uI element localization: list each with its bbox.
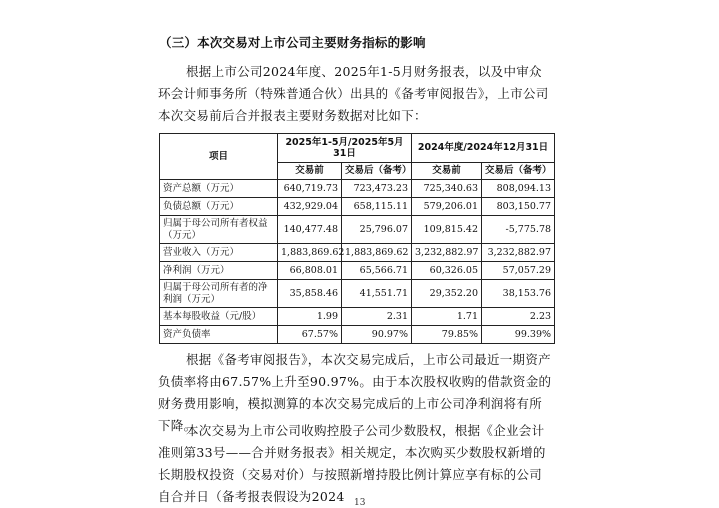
cell-value: 90.97% (342, 326, 412, 344)
cell-value: 803,150.77 (482, 198, 555, 216)
cell-value: 432,929.04 (278, 198, 342, 216)
cell-value: 640,719.73 (278, 180, 342, 198)
cell-value: 41,551.71 (342, 280, 412, 308)
header-before-2025: 交易前 (278, 163, 342, 180)
cell-value: 723,473.23 (342, 180, 412, 198)
cell-value: 2.31 (342, 308, 412, 326)
cell-value: 67.57% (278, 326, 342, 344)
cell-value: 57,057.29 (482, 262, 555, 280)
cell-value: 658,115.11 (342, 198, 412, 216)
row-label: 负债总额（万元） (160, 198, 278, 216)
row-label: 净利润（万元） (160, 262, 278, 280)
header-before-2024: 交易前 (412, 163, 482, 180)
cell-value: 3,232,882.97 (412, 244, 482, 262)
row-label: 归属于母公司所有者的净利润（万元） (160, 280, 278, 308)
cell-value: 1,883,869.62 (342, 244, 412, 262)
header-period-2025: 2025年1-5月/2025年5月31日 (278, 134, 412, 163)
header-after-2024: 交易后（备考） (482, 163, 555, 180)
section-heading: （三）本次交易对上市公司主要财务指标的影响 (159, 35, 426, 50)
cell-value: 109,815.42 (412, 216, 482, 244)
cell-value: 725,340.63 (412, 180, 482, 198)
header-period-2024: 2024年度/2024年12月31日 (412, 134, 555, 163)
paragraph-intro (158, 61, 554, 127)
paragraph-accounting (158, 420, 554, 508)
cell-value: 808,094.13 (482, 180, 555, 198)
page-number: 13 (354, 498, 366, 508)
cell-value: 1.99 (278, 308, 342, 326)
table-row (160, 244, 555, 262)
cell-value: -5,775.78 (482, 216, 555, 244)
cell-value: 35,858.46 (278, 280, 342, 308)
cell-value: 1.71 (412, 308, 482, 326)
header-after-2025: 交易后（备考） (342, 163, 412, 180)
cell-value: 60,326.05 (412, 262, 482, 280)
header-item: 项目 (160, 134, 278, 180)
row-label: 资产负债率 (160, 326, 278, 344)
row-label: 归属于母公司所有者权益（万元） (160, 216, 278, 244)
table-row (160, 198, 555, 216)
cell-value: 25,796.07 (342, 216, 412, 244)
cell-value: 1,883,869.62 (278, 244, 342, 262)
financial-comparison-table (159, 133, 555, 344)
cell-value: 29,352.20 (412, 280, 482, 308)
table-row (160, 280, 555, 308)
cell-value: 65,566.71 (342, 262, 412, 280)
table-row (160, 326, 555, 344)
row-label: 基本每股收益（元/股） (160, 308, 278, 326)
cell-value: 38,153.76 (482, 280, 555, 308)
table-row (160, 308, 555, 326)
paragraph-intro-text: 根据上市公司2024年度、2025年1-5月财务报表，以及中审众环会计师事务所（特殊普通合伙）出具的《备考审阅报告》，上市公司本次交易前后合并报表主要财务数据对比如下： (158, 64, 549, 123)
paragraph-accounting-text: 本次交易为上市公司收购控股子公司少数股权，根据《企业会计准则第33号——合并财务报表》相关规定，本次购买少数股权新增的长期股权投资（交易对价）与按照新增持股比例计算应享有标的公司自合并日（备考报表假设为2024 (158, 423, 546, 504)
cell-value: 99.39% (482, 326, 555, 344)
row-label: 资产总额（万元） (160, 180, 278, 198)
cell-value: 3,232,882.97 (482, 244, 555, 262)
paragraph-analysis-text: 根据《备考审阅报告》，本次交易完成后，上市公司最近一期资产负债率将由67.57%上升至90.97%。由于本次股权收购的借款资金的财务费用影响，模拟测算的本次交易完成后的上市公司净利润将有所下降。 (158, 352, 552, 433)
table-row (160, 216, 555, 244)
table-row (160, 180, 555, 198)
cell-value: 579,206.01 (412, 198, 482, 216)
row-label: 营业收入（万元） (160, 244, 278, 262)
cell-value: 140,477.48 (278, 216, 342, 244)
cell-value: 79.85% (412, 326, 482, 344)
table-row (160, 262, 555, 280)
cell-value: 2.23 (482, 308, 555, 326)
cell-value: 66,808.01 (278, 262, 342, 280)
